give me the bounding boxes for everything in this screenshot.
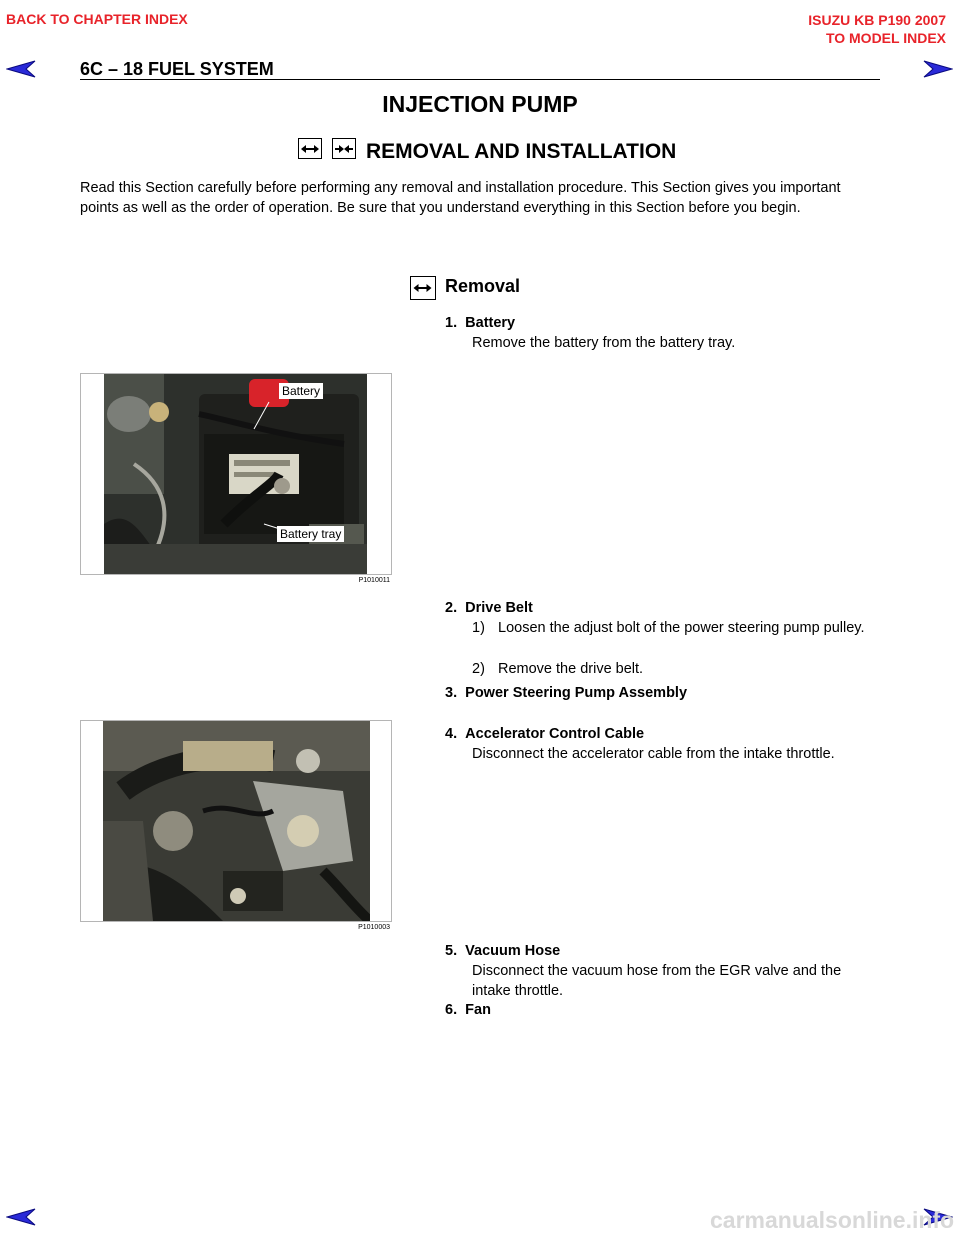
next-page-arrow-icon[interactable] bbox=[923, 60, 953, 78]
step-number: 2. bbox=[445, 600, 458, 616]
step-5-text: Disconnect the vacuum hose from the EGR valve and the intake throttle. bbox=[472, 963, 842, 999]
step-title-text: Vacuum Hose bbox=[465, 943, 561, 959]
step-number: 3. bbox=[445, 685, 458, 701]
step-2-sub-1-text: Loosen the adjust bolt of the power steering pump pulley. bbox=[498, 620, 865, 636]
step-6-title bbox=[445, 1002, 491, 1018]
removal-icon bbox=[410, 276, 436, 300]
step-4-title bbox=[445, 726, 644, 742]
step-title-text: Battery bbox=[465, 315, 516, 331]
step-number: 5. bbox=[445, 943, 458, 959]
battery-figure bbox=[80, 373, 392, 584]
battery-callout: Battery bbox=[279, 383, 323, 399]
step-2-sub-2-text: Remove the drive belt. bbox=[498, 661, 644, 677]
step-5-title bbox=[445, 943, 560, 959]
battery-tray-callout: Battery tray bbox=[277, 526, 344, 542]
step-2-sub-2-number: 2) bbox=[472, 661, 485, 677]
figure-id: P1010003 bbox=[358, 924, 390, 931]
engine-photo bbox=[103, 721, 370, 921]
figure-id: P1010011 bbox=[358, 577, 390, 584]
page-title: INJECTION PUMP bbox=[382, 91, 578, 117]
to-model-index-link[interactable]: TO MODEL INDEX bbox=[825, 30, 946, 46]
previous-page-arrow-icon[interactable] bbox=[6, 1208, 36, 1226]
accelerator-cable-figure bbox=[80, 720, 392, 931]
intro-paragraph: Read this Section carefully before performing any removal and installation procedure. This Section gives you important points as well as the order of operation. Be sure that you understand everything in this Section before you begin. bbox=[80, 180, 841, 216]
battery-photo bbox=[104, 374, 367, 574]
step-number: 4. bbox=[445, 726, 458, 742]
step-3-title bbox=[445, 685, 687, 701]
previous-page-arrow-icon[interactable] bbox=[6, 60, 36, 78]
step-2-sub-1-number: 1) bbox=[472, 620, 485, 636]
step-number: 6. bbox=[445, 1002, 458, 1018]
step-1-title bbox=[445, 315, 515, 331]
step-number: 1. bbox=[445, 315, 458, 331]
step-2-title bbox=[445, 600, 533, 616]
model-index-block bbox=[808, 11, 946, 47]
back-to-chapter-index-link[interactable]: BACK TO CHAPTER INDEX bbox=[6, 11, 188, 27]
removal-heading: Removal bbox=[445, 276, 521, 296]
section-header: 6C – 18 FUEL SYSTEM bbox=[80, 59, 274, 79]
watermark: carmanualsonline.info bbox=[710, 1207, 955, 1233]
step-1-text: Remove the battery from the battery tray. bbox=[472, 335, 736, 351]
step-title-text: Fan bbox=[465, 1002, 491, 1018]
step-title-text: Power Steering Pump Assembly bbox=[465, 685, 688, 701]
model-title: ISUZU KB P190 2007 bbox=[808, 12, 946, 28]
step-4-text: Disconnect the accelerator cable from the intake throttle. bbox=[472, 746, 835, 762]
installation-arrows-icon bbox=[332, 138, 356, 159]
removal-arrows-icon bbox=[298, 138, 322, 159]
header-divider bbox=[80, 79, 880, 80]
step-title-text: Accelerator Control Cable bbox=[465, 726, 645, 742]
step-title-text: Drive Belt bbox=[465, 600, 533, 616]
section-subtitle: REMOVAL AND INSTALLATION bbox=[366, 140, 677, 163]
